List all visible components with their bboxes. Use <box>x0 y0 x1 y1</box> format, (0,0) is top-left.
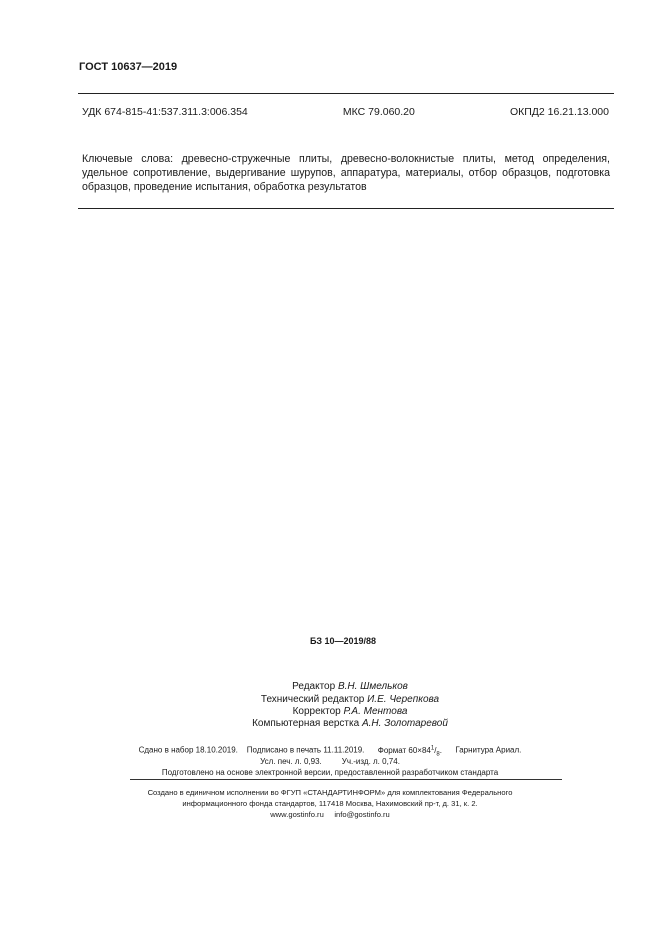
imprint-line-2 <box>50 757 610 766</box>
tech-editor-name: И.Е. Черепкова <box>367 694 440 705</box>
udk-code: УДК 674-815-41:537.311.3:006.354 <box>82 106 248 118</box>
editor-name: В.Н. Шмельков <box>337 681 408 692</box>
layout-line <box>200 718 500 729</box>
bz-number: БЗ 10—2019/88 <box>310 636 377 646</box>
keywords-line-2: удельное сопротивление, выдергивание шурупов, аппаратура, материалы, отбор образцов, подготовка <box>82 167 610 179</box>
standard-number: ГОСТ 10637—2019 <box>79 61 178 73</box>
email-link[interactable]: info@gostinfo.ru <box>334 810 390 819</box>
layout-role: Компьютерная верстка <box>252 718 360 729</box>
signed-date: Подписано в печать 11.11.2019. <box>246 745 365 755</box>
keywords-line-3: образцов, проведение испытания, обработка результатов <box>82 181 367 193</box>
corrector-name: Р.А. Ментова <box>343 706 408 717</box>
layout-name: А.Н. Золотаревой <box>361 718 448 729</box>
mks-code: МКС 79.060.20 <box>342 106 415 118</box>
publishing-sheets: Уч.-изд. л. 0,74. <box>341 757 400 766</box>
keywords-divider <box>78 208 614 209</box>
footer-divider <box>130 779 562 780</box>
imprint-line-1 <box>50 745 610 757</box>
keywords-line-1: Ключевые слова: древесно-стружечные плиты, древесно-волокнистые плиты, метод определения, <box>82 153 610 165</box>
tech-editor-line <box>200 694 500 705</box>
submitted-date: Сдано в набор 18.10.2019. <box>138 745 238 755</box>
prepared-note: Подготовлено на основе электронной версии, предоставленной разработчиком стандарта <box>161 768 499 777</box>
footer-line-2: информационного фонда стандартов, 117418 Москва, Нахимовский пр-т, д. 31, к. 2. <box>182 799 478 808</box>
okpd-code: ОКПД2 16.21.13.000 <box>509 106 609 118</box>
website-link[interactable]: www.gostinfo.ru <box>270 810 324 819</box>
print-sheets: Усл. печ. л. 0,93. <box>260 757 322 766</box>
editor-role: Редактор <box>292 681 336 692</box>
keywords-block <box>82 152 610 194</box>
font-info: Гарнитура Ариал. <box>455 745 522 755</box>
footer-contacts <box>50 810 610 819</box>
tech-editor-role: Технический редактор <box>260 694 365 705</box>
classification-codes <box>82 106 609 118</box>
footer-line-1: Создано в единичном исполнении во ФГУП «СТАНДАРТИНФОРМ» для комплектования Федерального <box>147 788 513 797</box>
print-format: Формат $60\times 84^1/_8$. <box>377 745 442 758</box>
corrector-role: Корректор <box>292 706 341 717</box>
corrector-line <box>200 706 500 717</box>
top-divider <box>78 93 614 94</box>
editor-line <box>200 681 500 692</box>
